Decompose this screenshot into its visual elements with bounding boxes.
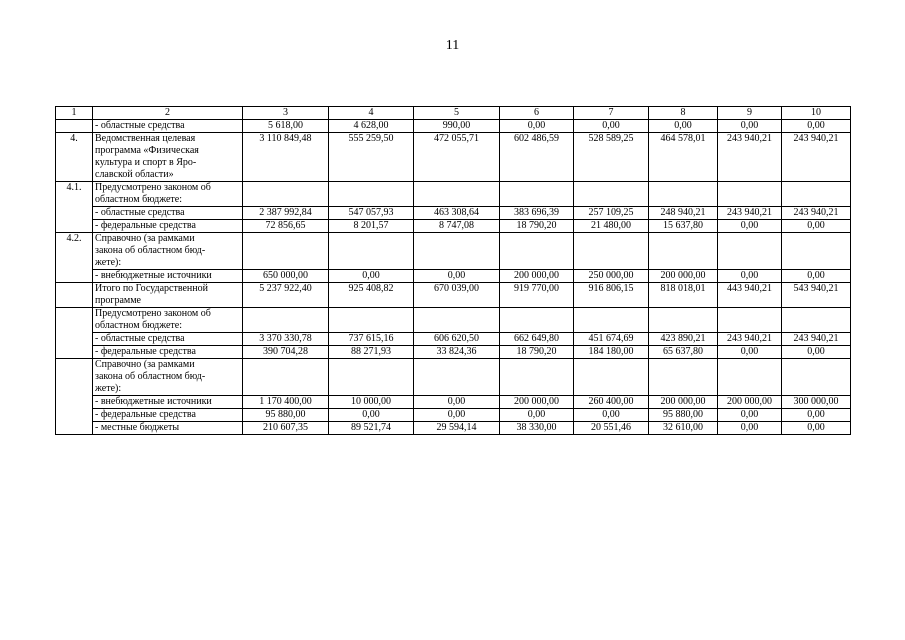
row-label — [93, 182, 243, 207]
row-label: - федеральные средства — [93, 346, 243, 359]
label-line: культура и спорт в Яро- — [95, 157, 197, 168]
value-cell — [649, 182, 718, 207]
row-label: - федеральные средства — [93, 409, 243, 422]
value-cell: 2 387 992,84 — [243, 207, 329, 220]
label-line: областном бюджете: — [95, 320, 183, 331]
table-row — [56, 359, 851, 396]
row-label: - внебюджетные источники — [93, 396, 243, 409]
value-cell: 5 618,00 — [243, 120, 329, 133]
value-cell: 0,00 — [500, 409, 574, 422]
value-cell: 3 370 330,78 — [243, 333, 329, 346]
table-row — [56, 396, 851, 409]
value-cell — [782, 359, 851, 396]
value-cell: 200 000,00 — [649, 396, 718, 409]
value-cell: 243 940,21 — [782, 133, 851, 182]
column-header: 6 — [500, 107, 574, 120]
table-row — [56, 182, 851, 207]
value-cell: 818 018,01 — [649, 283, 718, 308]
value-cell: 0,00 — [329, 409, 414, 422]
value-cell — [500, 359, 574, 396]
label-line: славской области» — [95, 169, 174, 180]
table-row — [56, 346, 851, 359]
value-cell: 602 486,59 — [500, 133, 574, 182]
value-cell — [414, 359, 500, 396]
value-cell: 243 940,21 — [782, 207, 851, 220]
value-cell: 88 271,93 — [329, 346, 414, 359]
value-cell: 21 480,00 — [574, 220, 649, 233]
value-cell: 0,00 — [782, 409, 851, 422]
value-cell: 606 620,50 — [414, 333, 500, 346]
row-label — [93, 233, 243, 270]
row-code: 4.1. — [56, 182, 93, 233]
value-cell: 33 824,36 — [414, 346, 500, 359]
row-code: 4.2. — [56, 233, 93, 283]
value-cell: 0,00 — [782, 422, 851, 435]
label-line: Предусмотрено законом об — [95, 308, 211, 319]
row-code — [56, 308, 93, 359]
value-cell: 72 856,65 — [243, 220, 329, 233]
value-cell: 0,00 — [782, 120, 851, 133]
label-line: Итого по Государственной — [95, 283, 208, 294]
column-header: 8 — [649, 107, 718, 120]
row-label — [93, 283, 243, 308]
value-cell: 662 649,80 — [500, 333, 574, 346]
value-cell — [243, 308, 329, 333]
value-cell: 0,00 — [414, 396, 500, 409]
value-cell — [718, 182, 782, 207]
value-cell: 4 628,00 — [329, 120, 414, 133]
table-row — [56, 133, 851, 182]
column-header: 2 — [93, 107, 243, 120]
row-code — [56, 120, 93, 133]
value-cell: 0,00 — [414, 270, 500, 283]
label-line: Справочно (за рамками — [95, 233, 195, 244]
value-cell — [574, 308, 649, 333]
table-row — [56, 270, 851, 283]
value-cell — [500, 308, 574, 333]
table-header-row — [56, 107, 851, 120]
value-cell: 243 940,21 — [718, 133, 782, 182]
page-number: 11 — [445, 38, 460, 53]
value-cell — [649, 233, 718, 270]
column-header: 9 — [718, 107, 782, 120]
value-cell — [414, 182, 500, 207]
column-header: 5 — [414, 107, 500, 120]
value-cell: 919 770,00 — [500, 283, 574, 308]
value-cell: 390 704,28 — [243, 346, 329, 359]
label-line: жете): — [95, 383, 122, 394]
value-cell: 670 039,00 — [414, 283, 500, 308]
value-cell: 0,00 — [649, 120, 718, 133]
table-row — [56, 220, 851, 233]
value-cell: 5 237 922,40 — [243, 283, 329, 308]
value-cell — [574, 182, 649, 207]
value-cell: 18 790,20 — [500, 346, 574, 359]
value-cell: 38 330,00 — [500, 422, 574, 435]
value-cell: 210 607,35 — [243, 422, 329, 435]
value-cell: 3 110 849,48 — [243, 133, 329, 182]
value-cell — [718, 359, 782, 396]
value-cell: 15 637,80 — [649, 220, 718, 233]
value-cell: 528 589,25 — [574, 133, 649, 182]
column-header: 4 — [329, 107, 414, 120]
row-label — [93, 308, 243, 333]
value-cell: 555 259,50 — [329, 133, 414, 182]
value-cell: 0,00 — [782, 220, 851, 233]
value-cell: 8 201,57 — [329, 220, 414, 233]
value-cell — [782, 233, 851, 270]
value-cell — [574, 359, 649, 396]
table-row — [56, 120, 851, 133]
value-cell: 383 696,39 — [500, 207, 574, 220]
label-line: закона об областном бюд- — [95, 371, 206, 382]
value-cell: 184 180,00 — [574, 346, 649, 359]
value-cell: 32 610,00 — [649, 422, 718, 435]
value-cell — [500, 182, 574, 207]
row-label: - областные средства — [93, 120, 243, 133]
value-cell: 463 308,64 — [414, 207, 500, 220]
value-cell: 29 594,14 — [414, 422, 500, 435]
value-cell: 0,00 — [718, 409, 782, 422]
row-label — [93, 133, 243, 182]
label-line: Ведомственная целевая — [95, 133, 196, 144]
value-cell — [782, 182, 851, 207]
value-cell: 0,00 — [574, 409, 649, 422]
table-row — [56, 422, 851, 435]
value-cell: 243 940,21 — [782, 333, 851, 346]
value-cell: 200 000,00 — [500, 396, 574, 409]
label-line: Справочно (за рамками — [95, 359, 195, 370]
value-cell: 925 408,82 — [329, 283, 414, 308]
value-cell: 0,00 — [718, 422, 782, 435]
value-cell — [329, 359, 414, 396]
label-line: Предусмотрено законом об — [95, 182, 211, 193]
value-cell: 916 806,15 — [574, 283, 649, 308]
table-row — [56, 308, 851, 333]
value-cell: 0,00 — [574, 120, 649, 133]
value-cell: 990,00 — [414, 120, 500, 133]
value-cell: 0,00 — [718, 120, 782, 133]
row-label: - федеральные средства — [93, 220, 243, 233]
value-cell: 250 000,00 — [574, 270, 649, 283]
value-cell: 0,00 — [414, 409, 500, 422]
value-cell: 0,00 — [500, 120, 574, 133]
value-cell — [414, 308, 500, 333]
label-line: программа «Физическая — [95, 145, 199, 156]
value-cell — [243, 359, 329, 396]
value-cell: 8 747,08 — [414, 220, 500, 233]
row-label: - местные бюджеты — [93, 422, 243, 435]
value-cell: 1 170 400,00 — [243, 396, 329, 409]
row-label: - областные средства — [93, 333, 243, 346]
value-cell: 95 880,00 — [243, 409, 329, 422]
value-cell: 443 940,21 — [718, 283, 782, 308]
value-cell: 243 940,21 — [718, 207, 782, 220]
value-cell: 65 637,80 — [649, 346, 718, 359]
value-cell — [718, 233, 782, 270]
value-cell: 200 000,00 — [649, 270, 718, 283]
value-cell — [243, 182, 329, 207]
value-cell: 547 057,93 — [329, 207, 414, 220]
value-cell — [649, 308, 718, 333]
column-header: 7 — [574, 107, 649, 120]
value-cell: 0,00 — [329, 270, 414, 283]
value-cell: 200 000,00 — [718, 396, 782, 409]
value-cell — [329, 308, 414, 333]
row-label — [93, 359, 243, 396]
value-cell: 257 109,25 — [574, 207, 649, 220]
row-code — [56, 359, 93, 435]
value-cell: 260 400,00 — [574, 396, 649, 409]
table-row — [56, 333, 851, 346]
table-row — [56, 283, 851, 308]
value-cell — [649, 359, 718, 396]
column-header: 3 — [243, 107, 329, 120]
value-cell: 472 055,71 — [414, 133, 500, 182]
value-cell: 200 000,00 — [500, 270, 574, 283]
value-cell: 451 674,69 — [574, 333, 649, 346]
row-code — [56, 283, 93, 308]
value-cell — [782, 308, 851, 333]
value-cell: 0,00 — [782, 346, 851, 359]
value-cell: 248 940,21 — [649, 207, 718, 220]
value-cell: 423 890,21 — [649, 333, 718, 346]
column-header: 10 — [782, 107, 851, 120]
value-cell — [243, 233, 329, 270]
value-cell — [329, 182, 414, 207]
table-row — [56, 233, 851, 270]
column-header: 1 — [56, 107, 93, 120]
row-label: - областные средства — [93, 207, 243, 220]
value-cell: 0,00 — [718, 346, 782, 359]
value-cell — [718, 308, 782, 333]
label-line: областном бюджете: — [95, 194, 183, 205]
value-cell: 20 551,46 — [574, 422, 649, 435]
value-cell — [414, 233, 500, 270]
value-cell: 737 615,16 — [329, 333, 414, 346]
value-cell: 243 940,21 — [718, 333, 782, 346]
row-label: - внебюджетные источники — [93, 270, 243, 283]
value-cell: 650 000,00 — [243, 270, 329, 283]
value-cell: 10 000,00 — [329, 396, 414, 409]
value-cell: 95 880,00 — [649, 409, 718, 422]
value-cell — [329, 233, 414, 270]
value-cell: 464 578,01 — [649, 133, 718, 182]
value-cell: 543 940,21 — [782, 283, 851, 308]
value-cell: 0,00 — [718, 220, 782, 233]
value-cell: 18 790,20 — [500, 220, 574, 233]
row-code: 4. — [56, 133, 93, 182]
value-cell: 300 000,00 — [782, 396, 851, 409]
label-line: программе — [95, 295, 141, 306]
table-row — [56, 207, 851, 220]
value-cell: 89 521,74 — [329, 422, 414, 435]
value-cell — [500, 233, 574, 270]
label-line: жете): — [95, 257, 122, 268]
value-cell: 0,00 — [782, 270, 851, 283]
budget-table — [55, 106, 851, 435]
table-row — [56, 409, 851, 422]
value-cell: 0,00 — [718, 270, 782, 283]
label-line: закона об областном бюд- — [95, 245, 206, 256]
value-cell — [574, 233, 649, 270]
